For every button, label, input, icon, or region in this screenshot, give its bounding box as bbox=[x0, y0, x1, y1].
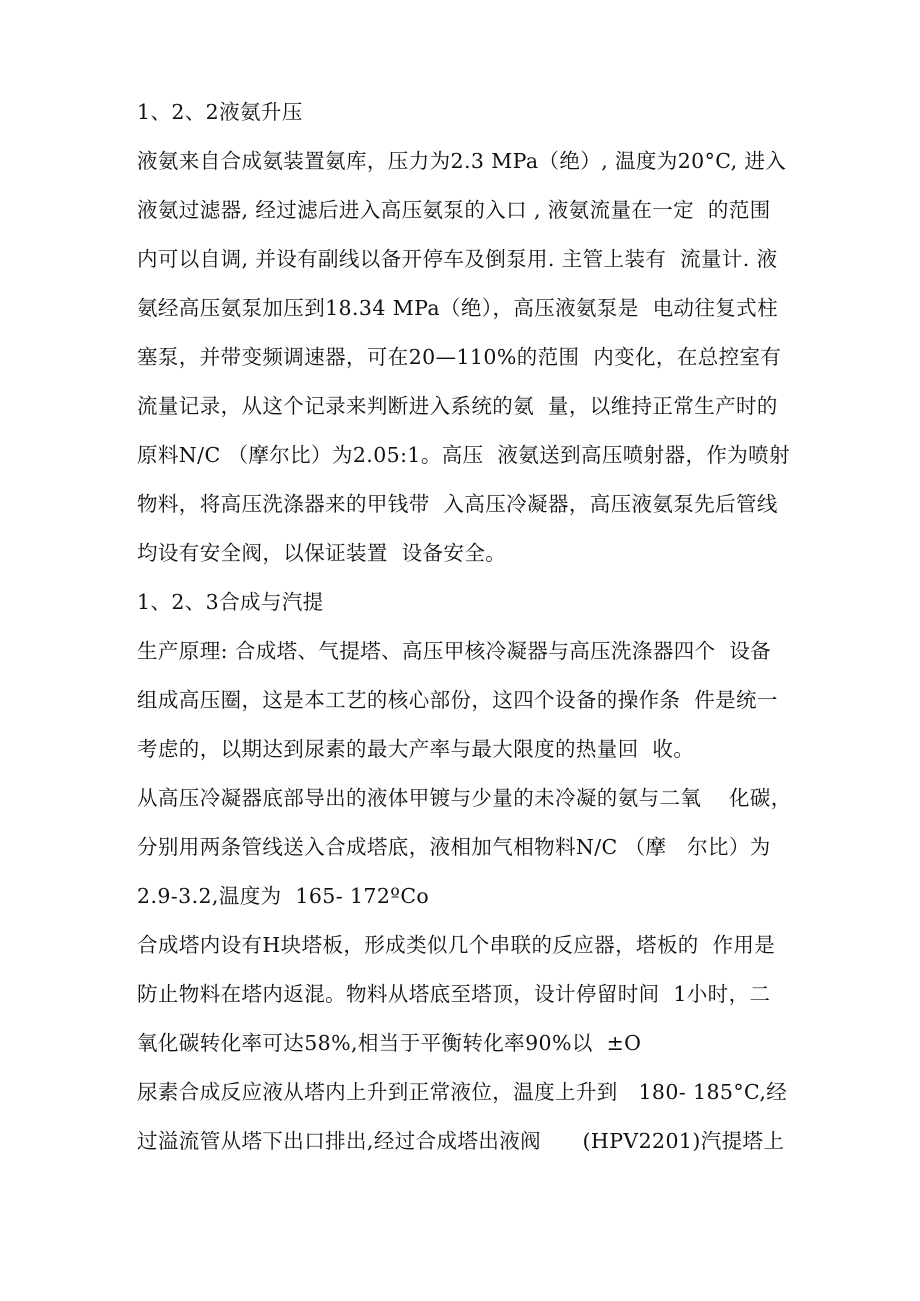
paragraph-line: 液氨来自合成氨装置氨库，压力为2.3 MPa（绝）, 温度为20°C, 进入 bbox=[137, 149, 787, 173]
paragraph-line: 2.9-3.2,温度为 165- 172ºCo bbox=[137, 884, 430, 908]
section-heading-2-3: 1、2、3合成与汽提 bbox=[137, 590, 324, 614]
paragraph-line: 合成塔内设有H块塔板，形成类似几个串联的反应器，塔板的 作用是 bbox=[137, 933, 776, 957]
section-heading-2-2: 1、2、2液氨升压 bbox=[137, 100, 303, 124]
paragraph-line: 分别用两条管线送入合成塔底，液相加气相物料N/C （摩 尔比）为 bbox=[137, 835, 771, 859]
paragraph-line: 均设有安全阀，以保证装置 设备安全。 bbox=[137, 541, 507, 565]
paragraph-line: 考虑的，以期达到尿素的最大产率与最大限度的热量回 收。 bbox=[137, 737, 695, 761]
paragraph-line: 流量记录，从这个记录来判断进入系统的氨 量，以维持正常生产时的 bbox=[137, 394, 778, 418]
paragraph-line: 从高压冷凝器底部导出的液体甲镀与少量的未冷凝的氨与二氧 化碳， bbox=[137, 786, 792, 810]
paragraph-line: 原料N/C （摩尔比）为2.05:1。高压 液氨送到高压喷射器，作为喷射 bbox=[137, 443, 790, 467]
paragraph-line: 尿素合成反应液从塔内上升到正常液位，温度上升到 180- 185°C,经 bbox=[137, 1080, 788, 1104]
paragraph-line: 液氨过滤器, 经过滤后进入高压氨泵的入口 , 液氨流量在一定 的范围 bbox=[137, 198, 771, 222]
paragraph-line: 防止物料在塔内返混。物料从塔底至塔顶，设计停留时间 1小时，二 bbox=[137, 982, 771, 1006]
paragraph-line: 过溢流管从塔下出口排出,经过合成塔出液阀 (HPV2201)汽提塔上 bbox=[137, 1129, 785, 1153]
paragraph-line: 氨经高压氨泵加压到18.34 MPa（绝），高压液氨泵是 电动往复式柱 bbox=[137, 296, 778, 320]
paragraph-line: 氧化碳转化率可达58%,相当于平衡转化率90%以 ±O bbox=[137, 1031, 642, 1055]
paragraph-line: 物料，将高压洗涤器来的甲钱带 入高压冷凝器，高压液氨泵先后管线 bbox=[137, 492, 778, 516]
paragraph-line: 塞泵，并带变频调速器，可在20—110%的范围 内变化，在总控室有 bbox=[137, 345, 782, 369]
paragraph-line: 生产原理: 合成塔、气提塔、高压甲核冷凝器与高压洗涤器四个 设备 bbox=[137, 639, 772, 663]
paragraph-line: 内可以自调, 并设有副线以备开停车及倒泵用. 主管上装有 流量计. 液 bbox=[137, 247, 778, 271]
paragraph-line: 组成高压圈，这是本工艺的核心部份，这四个设备的操作条 件是统一 bbox=[137, 688, 778, 712]
